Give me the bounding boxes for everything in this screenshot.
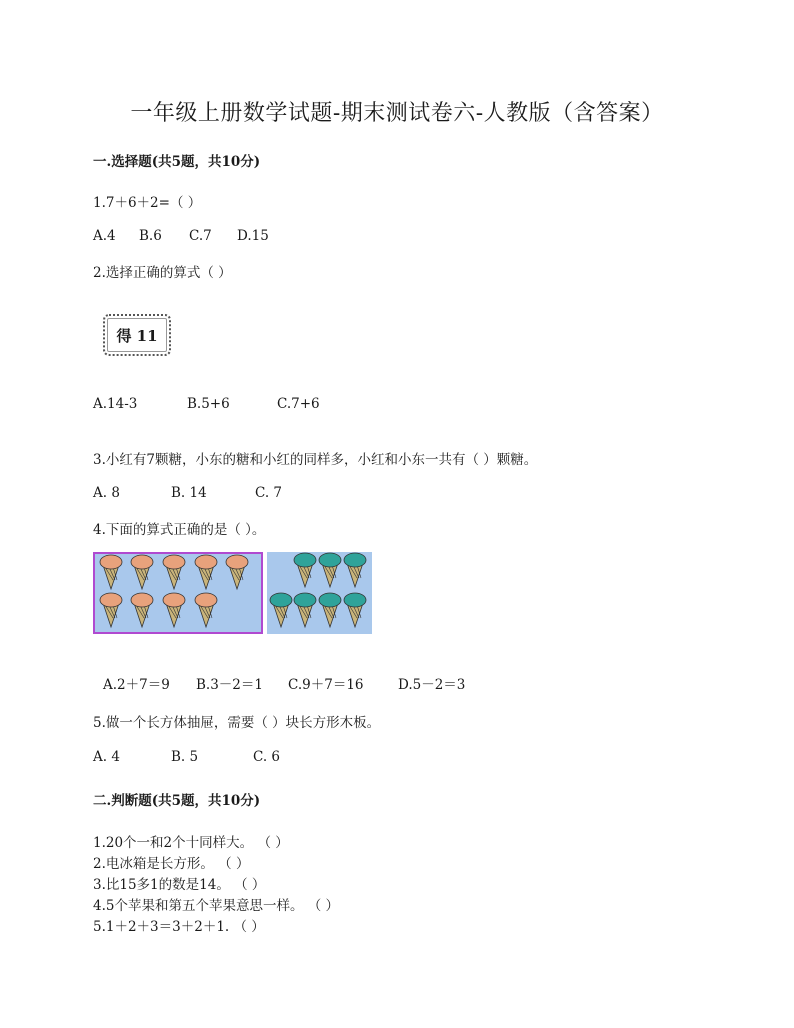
ice-cream-cone-icon: [319, 593, 341, 627]
question-1: 1.7＋6＋2=（ ）: [93, 195, 202, 211]
ice-cream-cone-icon: [294, 593, 316, 627]
option-a: A.2＋7＝9: [103, 677, 170, 693]
section1-heading: 一.选择题(共5题，共10分): [93, 154, 261, 170]
ice-cream-cone-icon: [319, 553, 341, 587]
ice-cream-cone-icon: [226, 555, 248, 589]
option-a: A. 8: [93, 485, 120, 501]
judgment-item-3: 3.比15多1的数是14。 （ ）: [93, 877, 266, 893]
document-title: 一年级上册数学试题-期末测试卷六-人教版（含答案）: [130, 101, 664, 126]
ice-cream-cone-icon: [100, 593, 122, 627]
ice-cream-left-svg: [95, 554, 261, 632]
option-b: B. 14: [171, 485, 207, 501]
question-5: 5.做一个长方体抽屉，需要（ ）块长方形木板。: [93, 715, 381, 731]
ice-cream-right-svg: [267, 552, 372, 634]
question-2-options: [93, 396, 320, 412]
option-d: D.5－2＝3: [398, 677, 466, 693]
option-c: C.7+6: [277, 396, 320, 412]
ice-cream-cone-icon: [163, 555, 185, 589]
question-5-options: [93, 749, 280, 765]
judgment-item-1: 1.20个一和2个十同样大。 （ ）: [93, 835, 289, 851]
option-c: C.9＋7＝16: [288, 677, 364, 693]
option-c: C. 7: [255, 485, 283, 501]
option-b: B. 5: [171, 749, 199, 765]
ice-cream-cone-icon: [131, 555, 153, 589]
ice-cream-cone-icon: [100, 555, 122, 589]
question-3-options: [93, 485, 282, 501]
ice-cream-cone-icon: [344, 593, 366, 627]
option-b: B.5+6: [187, 396, 230, 412]
ice-cream-cone-icon: [344, 553, 366, 587]
option-a: A.14-3: [93, 396, 138, 412]
ice-cream-cone-icon: [195, 555, 217, 589]
option-c: C.7: [189, 228, 212, 244]
score-badge: 得 11: [103, 314, 171, 356]
question-2: 2.选择正确的算式（ ）: [93, 265, 232, 281]
judgment-item-4: 4.5个苹果和第五个苹果意思一样。 （ ）: [93, 898, 340, 914]
question-1-options: [93, 228, 269, 244]
option-b: B.6: [139, 228, 162, 244]
ice-cream-group-left: [93, 552, 263, 634]
question-4: 4.下面的算式正确的是（ ）。: [93, 522, 266, 538]
ice-cream-cone-icon: [163, 593, 185, 627]
question-3: 3.小红有7颗糖，小东的糖和小红的同样多，小红和小东一共有（ ）颗糖。: [93, 452, 538, 468]
ice-cream-cone-icon: [195, 593, 217, 627]
question-4-options: [103, 673, 465, 693]
option-a: A.4: [93, 228, 116, 244]
judgment-item-2: 2.电冰箱是长方形。 （ ）: [93, 856, 250, 872]
section2-heading: 二.判断题(共5题，共10分): [93, 793, 261, 809]
ice-cream-cone-icon: [294, 553, 316, 587]
ice-cream-cone-icon: [270, 593, 292, 627]
ice-cream-group-right: [267, 552, 372, 634]
option-c: C. 6: [253, 749, 281, 765]
option-d: D.15: [237, 228, 269, 244]
option-a: A. 4: [93, 749, 120, 765]
ice-cream-cone-icon: [131, 593, 153, 627]
judgment-item-5: 5.1＋2＋3＝3＋2＋1. （ ）: [93, 919, 265, 935]
option-b: B.3－2＝1: [196, 677, 263, 693]
